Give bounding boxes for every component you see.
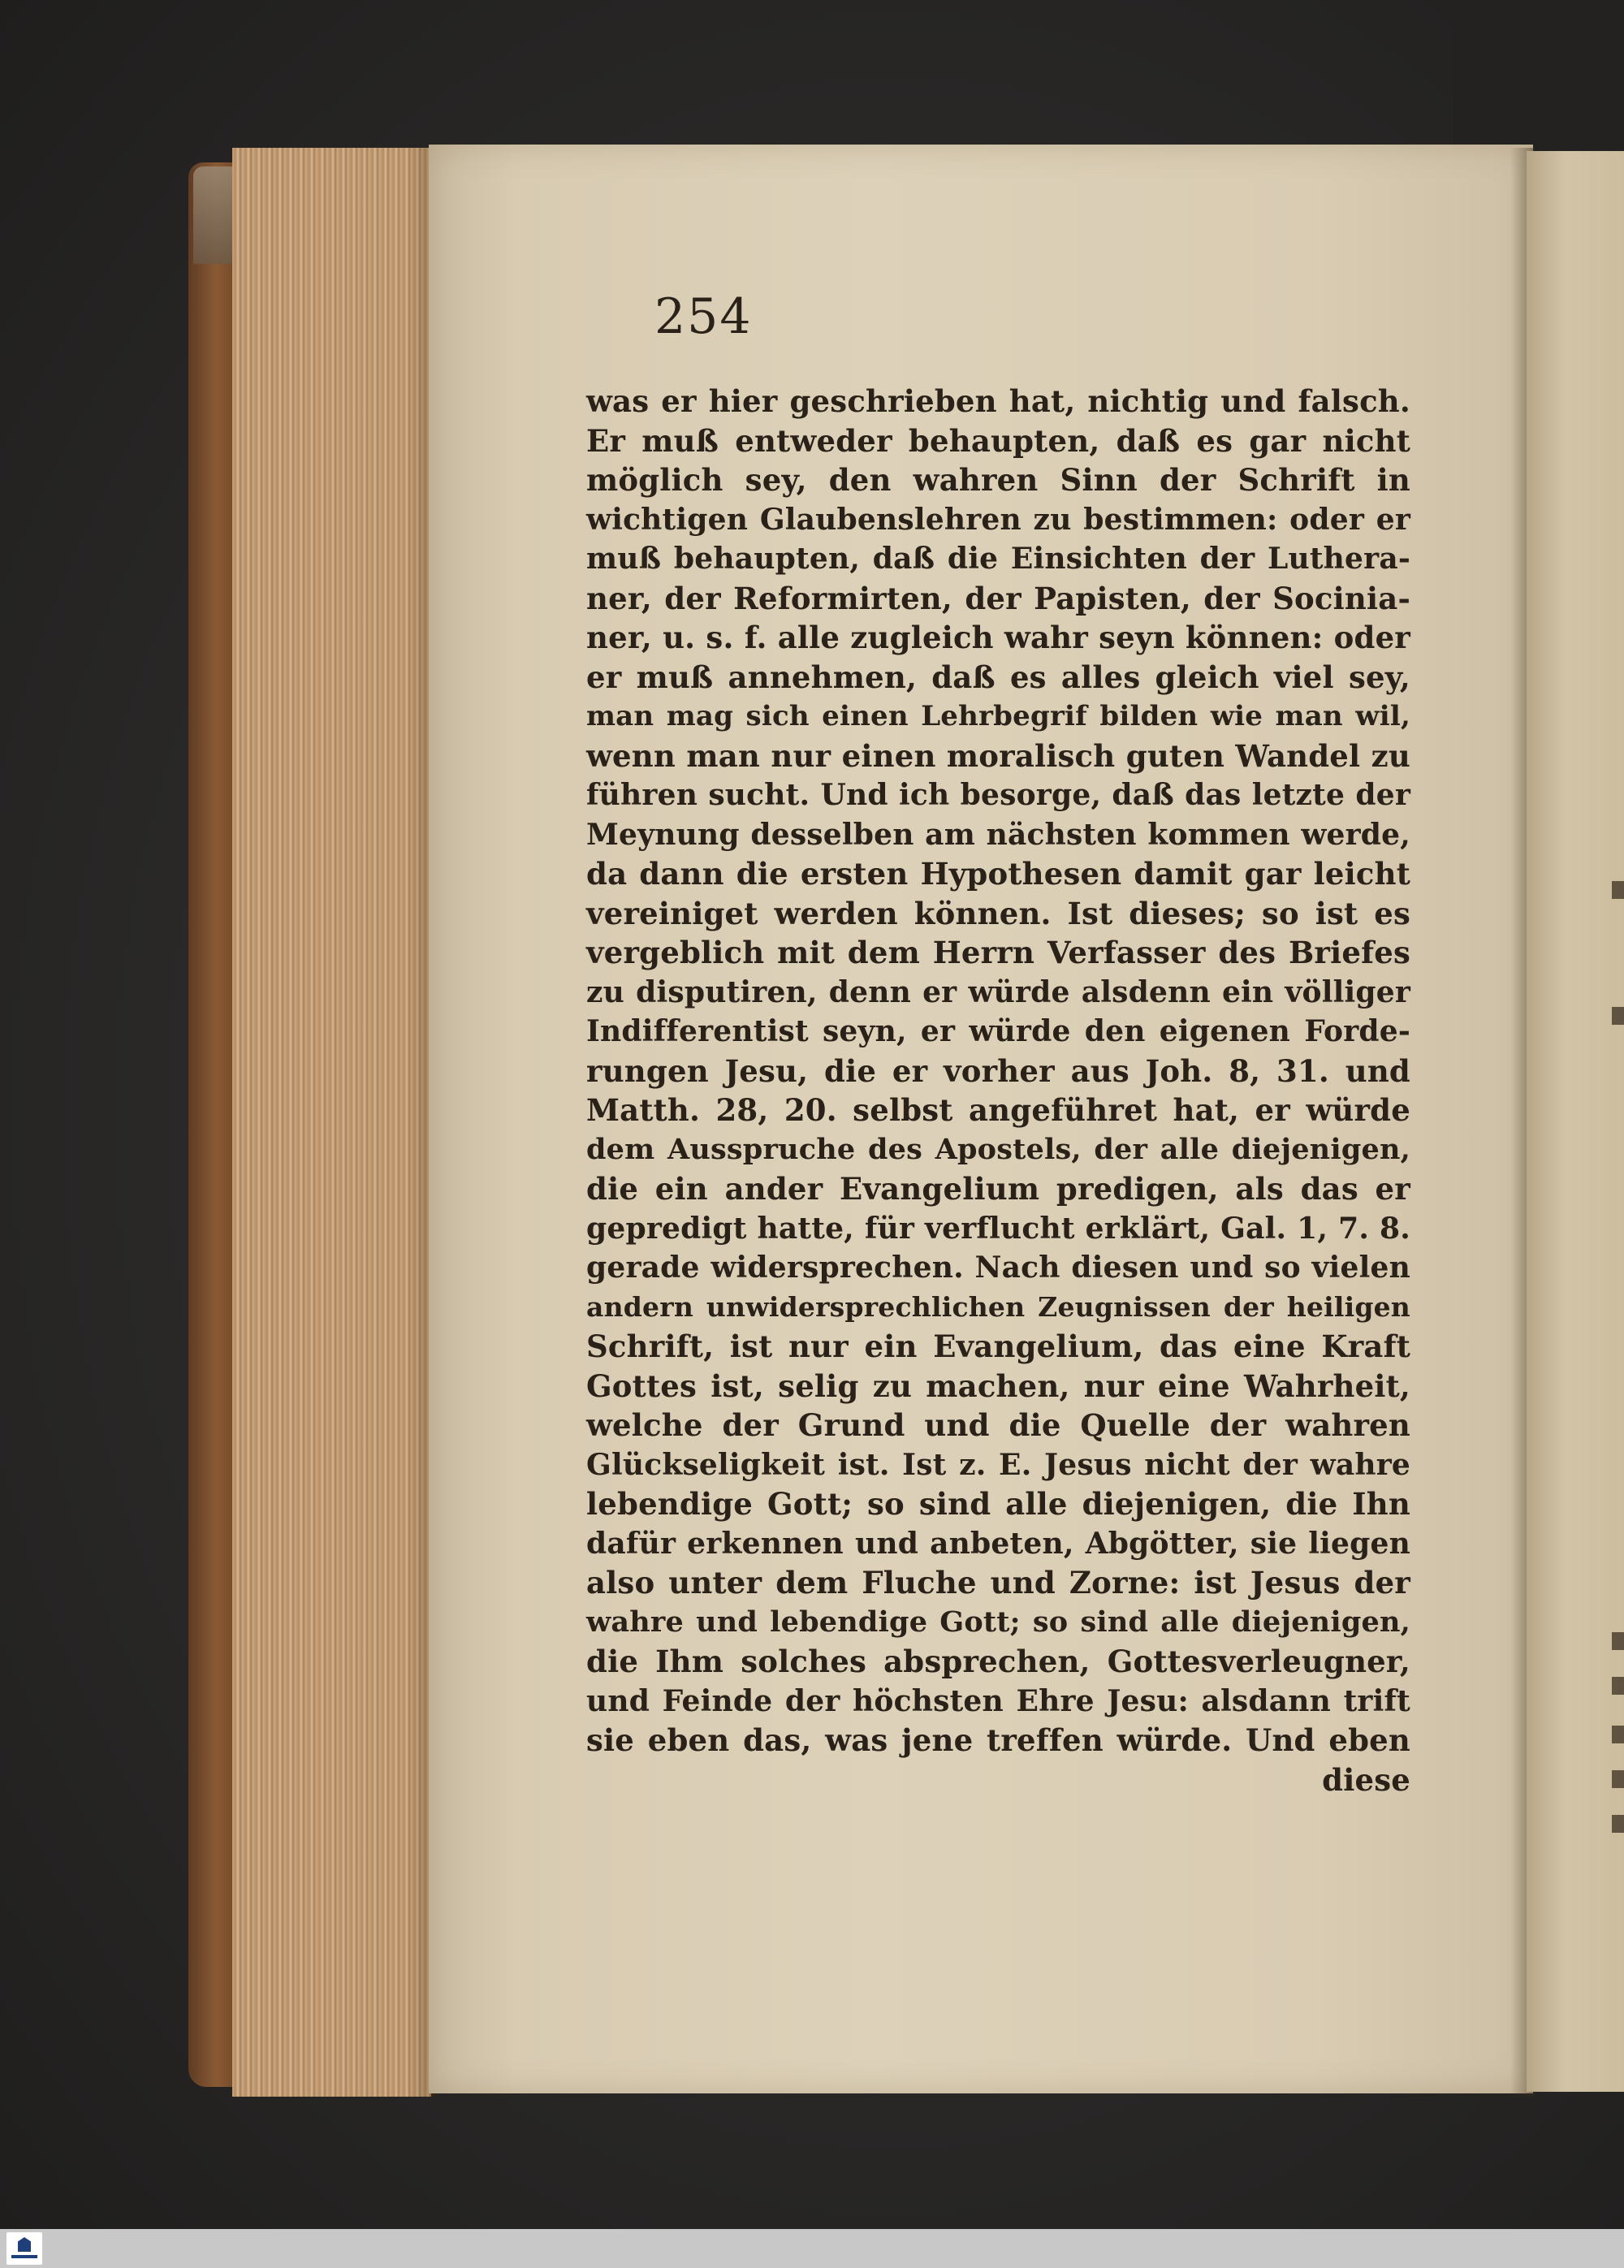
facing-page <box>1527 151 1624 2092</box>
text-line: lebendige Gott; so sind alle diejenigen, die Ihn <box>586 1486 1410 1522</box>
facing-page-glyph <box>1612 1632 1624 1650</box>
text-line: er muß annehmen, daß es alles gleich viel sey, <box>586 659 1410 695</box>
text-line: also unter dem Fluche und Zorne: ist Jesus der <box>586 1565 1410 1601</box>
text-line: zu disputiren, denn er würde alsdenn ein völliger <box>586 974 1410 1009</box>
text-line: andern unwidersprechlichen Zeugnissen der heiligen <box>586 1290 1410 1323</box>
facing-page-glyph <box>1612 1007 1624 1025</box>
text-line: die ein ander Evangelium predigen, als das er <box>586 1171 1410 1207</box>
text-line: wahre und lebendige Gott; so sind alle diejenigen, <box>586 1605 1410 1639</box>
text-line: dafür erkennen und anbeten, Abgötter, sie liegen <box>586 1526 1410 1561</box>
page-number: 254 <box>654 288 753 345</box>
text-line: Matth. 28, 20. selbst angeführet hat, er würde <box>586 1092 1410 1128</box>
text-line: Glückseligkeit ist. Ist z. E. Jesus nicht der wahre <box>586 1447 1410 1482</box>
facing-page-glyph <box>1612 1770 1624 1788</box>
bleed-through-shadow <box>601 1817 1315 1850</box>
body-text <box>586 382 1410 1799</box>
text-line: wichtigen Glaubenslehren zu bestimmen: oder er <box>586 502 1410 537</box>
text-line: möglich sey, den wahren Sinn der Schrift in <box>586 462 1410 498</box>
text-line: Schrift, ist nur ein Evangelium, das eine Kraft <box>586 1328 1410 1364</box>
page-stack-edges <box>232 148 431 2097</box>
text-line: rungen Jesu, die er vorher aus Joh. 8, 31. und <box>586 1052 1410 1089</box>
text-line: und Feinde der höchsten Ehre Jesu: alsdann trift <box>586 1683 1410 1718</box>
facing-page-glyph <box>1612 1726 1624 1743</box>
facing-page-glyph <box>1612 881 1624 899</box>
text-line: die Ihm solches absprechen, Gottesverleugner, <box>586 1644 1410 1679</box>
text-line: führen sucht. Und ich besorge, daß das letzte der <box>586 778 1410 812</box>
text-line: man mag sich einen Lehrbegrif bilden wie man wil, <box>586 700 1410 732</box>
backdrop-corner <box>1453 0 1624 162</box>
facing-page-glyph <box>1612 1815 1624 1833</box>
text-line: da dann die ersten Hypothesen damit gar leicht <box>586 856 1410 892</box>
text-line: wenn man nur einen moralisch guten Wandel zu <box>586 737 1410 774</box>
catchword: diese <box>1322 1761 1410 1798</box>
text-line: Indifferentist seyn, er würde den eigenen Forde- <box>586 1014 1410 1048</box>
text-line: Gottes ist, selig zu machen, nur eine Wahrheit, <box>586 1367 1410 1404</box>
text-line: Er muß entweder behaupten, daß es gar nicht <box>586 422 1410 459</box>
library-logo-bar <box>11 2255 37 2258</box>
text-line: gepredigt hatte, für verflucht erklärt, Gal. 1, 7. 8. <box>586 1211 1410 1246</box>
text-line: vereiniget werden können. Ist dieses; so ist es <box>586 895 1410 931</box>
text-line: muß behaupten, daß die Einsichten der Luthera- <box>586 542 1410 576</box>
text-line: gerade widersprechen. Nach diesen und so vielen <box>586 1251 1410 1285</box>
text-line: dem Ausspruche des Apostels, der alle diejenigen, <box>586 1132 1410 1166</box>
text-line: sie eben das, was jene treffen würde. Und eben <box>586 1722 1410 1758</box>
facing-page-glyph <box>1612 1677 1624 1695</box>
text-line: vergeblich mit dem Herrn Verfasser des Briefes <box>586 935 1410 970</box>
text-line: ner, u. s. f. alle zugleich wahr seyn können: oder <box>586 620 1410 655</box>
library-logo-mark <box>18 2237 31 2252</box>
text-line: welche der Grund und die Quelle der wahren <box>586 1407 1410 1443</box>
text-line: Meynung desselben am nächsten kommen werde, <box>586 817 1410 852</box>
library-logo-icon <box>6 2232 42 2265</box>
text-line: was er hier geschrieben hat, nichtig und falsch. <box>586 383 1410 419</box>
text-line: ner, der Reformirten, der Papisten, der Socinia- <box>586 580 1410 616</box>
footer-strip <box>0 2229 1624 2268</box>
